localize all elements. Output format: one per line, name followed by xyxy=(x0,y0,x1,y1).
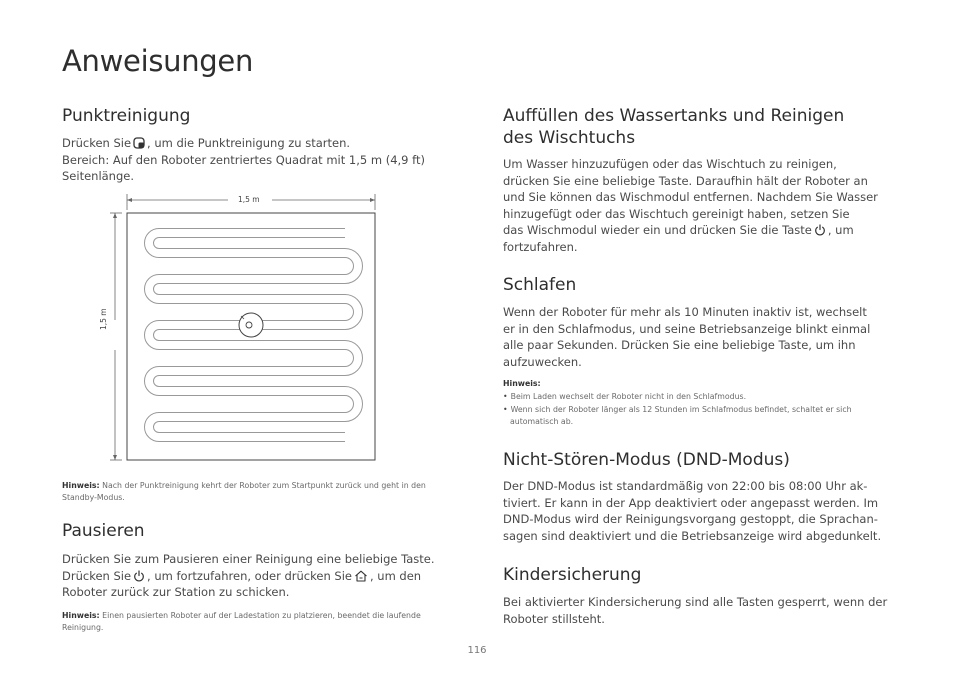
sleep-text xyxy=(503,304,913,370)
spot-line2: Bereich: Auf den Roboter zentriertes Quadrat mit 1,5 m (4,9 ft) xyxy=(62,152,425,167)
sleep-line: er in den Schlafmodus, und seine Betriebsanzeige blinkt einmal xyxy=(503,321,871,336)
dnd-line: tiviert. Er kann in der App deaktiviert oder angepasst werden. Im xyxy=(503,495,879,510)
list-item: • Wenn sich der Roboter länger als 12 Stunden im Schlafmodus befindet, schaltet er sich automatisch ab. xyxy=(503,404,888,429)
spot-note-label: Hinweis: xyxy=(62,481,100,490)
sleep-note-label xyxy=(503,378,541,390)
spot-clean-icon xyxy=(133,137,145,149)
sleep-note-list xyxy=(503,391,888,429)
pause-line2-c: , um den xyxy=(369,568,422,583)
list-item: • Beim Laden wechselt der Roboter nicht in den Schlafmodus. xyxy=(503,391,888,404)
pause-text xyxy=(62,551,462,601)
water-line6: fortzufahren. xyxy=(503,239,578,254)
spot-line3: Seitenlänge. xyxy=(62,169,135,183)
child-lock-text xyxy=(503,594,913,627)
dnd-line: sagen sind deaktiviert und die Betriebsanzeige wird abgedunkelt. xyxy=(503,528,882,543)
water-line: drücken Sie eine beliebige Taste. Daraufhin hält der Roboter an xyxy=(503,173,868,188)
spot-line1-a: Drücken Sie xyxy=(62,136,132,150)
page-title: Anweisungen xyxy=(62,44,254,78)
pause-note-label: Hinweis: xyxy=(62,611,100,620)
water-line5-b: , um xyxy=(827,223,854,237)
pause-line2-b: , um fortzufahren, oder drücken Sie xyxy=(147,568,352,583)
spot-note xyxy=(62,480,442,504)
spot-clean-diagram xyxy=(108,190,380,465)
spot-heading: Punktreinigung xyxy=(62,106,191,126)
pause-line2-a: Drücken Sie xyxy=(62,568,132,583)
sleep-line: alle paar Sekunden. Drücken Sie eine beliebige Taste, um ihn xyxy=(503,338,856,352)
child-line: Roboter stillsteht. xyxy=(503,611,605,626)
water-heading xyxy=(503,105,903,149)
dnd-line: Der DND-Modus ist standardmäßig von 22:00 bis 08:00 Uhr ak- xyxy=(503,479,868,493)
sleep-line: aufzuwecken. xyxy=(503,354,582,369)
spot-line1-b: , um die Punktreinigung zu starten. xyxy=(147,136,351,150)
water-line: Um Wasser hinzuzufügen oder das Wischtuch zu reinigen, xyxy=(503,157,837,171)
child-line: Bei aktivierter Kindersicherung sind alle Tasten gesperrt, wenn der xyxy=(503,595,888,609)
water-line: hinzugefügt oder das Wischtuch gereinigt haben, setzen Sie xyxy=(503,206,850,221)
pause-heading: Pausieren xyxy=(62,521,145,541)
pause-line3: Roboter zurück zur Station zu schicken. xyxy=(62,585,290,599)
spot-text xyxy=(62,135,462,185)
water-heading-line2: des Wischtuchs xyxy=(503,128,636,148)
power-icon xyxy=(814,224,826,236)
sleep-line: Wenn der Roboter für mehr als 10 Minuten inaktiv ist, wechselt xyxy=(503,305,867,319)
water-line5-a: das Wischmodul wieder ein und drücken Sie die Taste xyxy=(503,223,812,237)
pause-note-text: Einen pausierten Roboter auf der Ladestation zu platzieren, beendet die laufende Reinigung. xyxy=(62,611,421,632)
pause-note xyxy=(62,610,457,634)
dnd-text xyxy=(503,478,913,544)
dimension-left-label: 1,5 m xyxy=(99,308,108,330)
dnd-line: DND-Modus wird der Reinigungsvorgang gestoppt, die Sprachan- xyxy=(503,512,878,526)
sleep-note-label-text: Hinweis: xyxy=(503,379,541,388)
home-icon xyxy=(354,570,368,582)
pause-line1: Drücken Sie zum Pausieren einer Reinigung eine beliebige Taste. xyxy=(62,552,435,566)
sleep-heading: Schlafen xyxy=(503,275,577,295)
water-text xyxy=(503,156,913,255)
power-icon xyxy=(133,570,145,582)
dnd-heading: Nicht-Stören-Modus (DND-Modus) xyxy=(503,450,790,470)
robot-icon xyxy=(239,313,263,337)
page-number: 116 xyxy=(467,645,487,656)
water-heading-line1: Auffüllen des Wassertanks und Reinigen xyxy=(503,106,845,126)
dimension-top-label: 1,5 m xyxy=(238,195,260,204)
child-lock-heading: Kindersicherung xyxy=(503,565,642,585)
spot-note-text: Nach der Punktreinigung kehrt der Roboter zum Startpunkt zurück und geht in den Standby-Modus. xyxy=(62,481,426,502)
water-line: und Sie können das Wischmodul entfernen. Nachdem Sie Wasser xyxy=(503,190,878,204)
